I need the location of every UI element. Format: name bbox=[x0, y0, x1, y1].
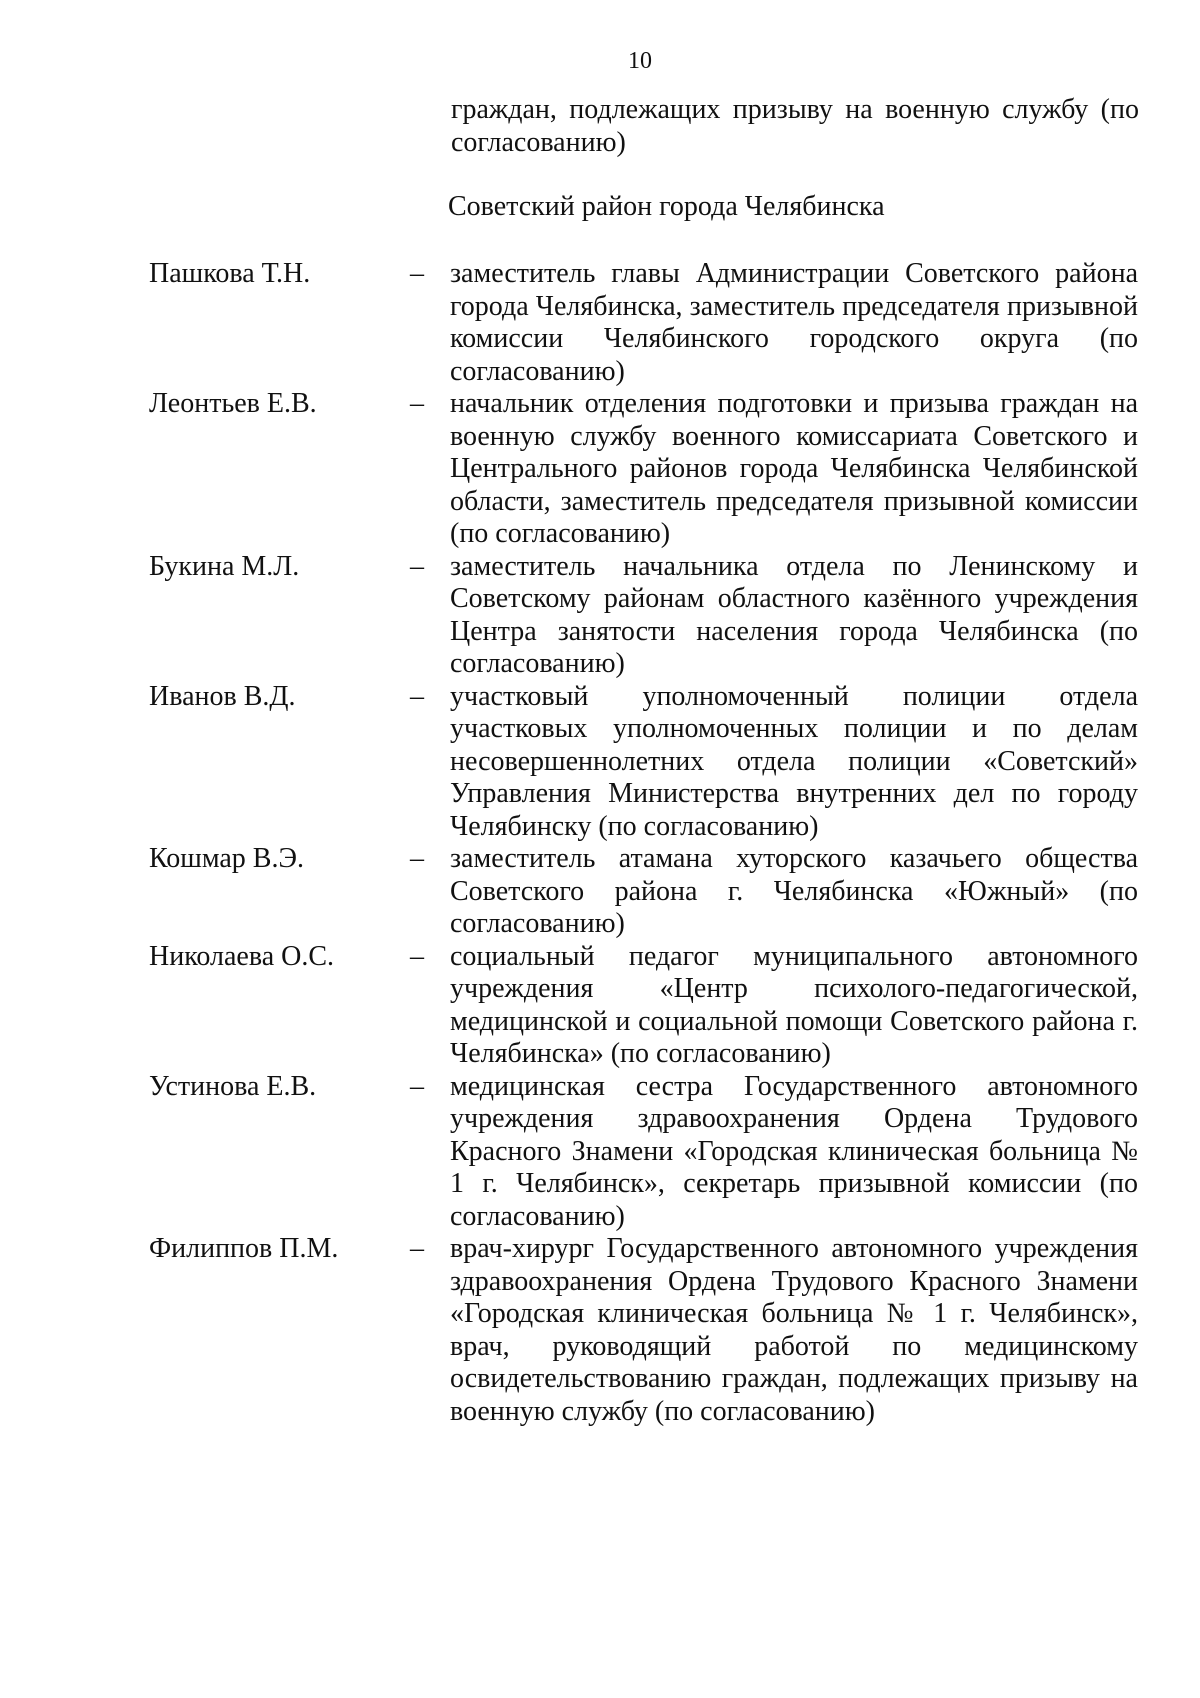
member-row bbox=[0, 551, 1200, 681]
member-description: врач-хирург Государственного автономного учреждения здравоохранения Ордена Трудового Красного Знамени «Городская клиническая больница № 1 г. Челябинск», врач, руководящий работой по медицинскому освидетельствованию граждан, подлежащих призыву на военную службу (по согласованию) bbox=[450, 1233, 1138, 1427]
member-description: заместитель начальника отдела по Ленинскому и Советскому районам областного казённого учреждения Центра занятости населения города Челябинска (по согласованию) bbox=[450, 550, 1138, 679]
section-title: Советский район города Челябинска bbox=[448, 191, 885, 222]
member-dash: – bbox=[410, 1233, 424, 1264]
member-description: заместитель атамана хуторского казачьего общества Советского района г. Челябинска «Южный» (по согласованию) bbox=[450, 843, 1138, 939]
member-name: Николаева О.С. bbox=[149, 940, 335, 972]
member-row bbox=[0, 258, 1200, 388]
member-description: начальник отделения подготовки и призыва граждан на военную службу военного комиссариата Советского и Центрального районов города Челябинска Челябинской области, заместитель председателя призывной комиссии (по согласованию) bbox=[450, 388, 1138, 549]
member-row bbox=[0, 1233, 1200, 1428]
member-dash: – bbox=[410, 680, 424, 712]
member-dash: – bbox=[410, 258, 424, 289]
member-dash: – bbox=[410, 1070, 424, 1102]
member-list bbox=[0, 258, 1200, 1428]
member-name: Иванов В.Д. bbox=[149, 680, 296, 712]
member-name: Леонтьев Е.В. bbox=[149, 388, 317, 419]
member-row bbox=[0, 941, 1200, 1071]
member-dash: – bbox=[410, 388, 424, 419]
member-description: социальный педагог муниципального автономного учреждения «Центр психолого-педагогической, медицинской и социальной помощи Советского района г. Челябинска» (по согласованию) bbox=[450, 940, 1138, 1069]
member-name: Кошмар В.Э. bbox=[149, 843, 304, 874]
member-dash: – bbox=[410, 940, 424, 972]
member-row bbox=[0, 843, 1200, 941]
member-name: Пашкова Т.Н. bbox=[149, 258, 311, 289]
member-row bbox=[0, 681, 1200, 844]
page-number: 10 bbox=[628, 48, 652, 74]
member-row bbox=[0, 1071, 1200, 1234]
member-dash: – bbox=[410, 550, 424, 582]
member-description: медицинская сестра Государственного автономного учреждения здравоохранения Ордена Трудового Красного Знамени «Городская клиническая больница № 1 г. Челябинск», секретарь призывной комиссии (по согласованию) bbox=[450, 1070, 1138, 1232]
member-name: Устинова Е.В. bbox=[149, 1070, 317, 1102]
member-dash: – bbox=[410, 843, 424, 874]
member-row bbox=[0, 388, 1200, 551]
member-name: Филиппов П.М. bbox=[149, 1233, 339, 1264]
member-description: заместитель главы Администрации Советского района города Челябинска, заместитель председателя призывной комиссии Челябинского городского округа (по согласованию) bbox=[450, 258, 1138, 387]
member-description: участковый уполномоченный полиции отдела участковых уполномоченных полиции и по делам несовершеннолетних отдела полиции «Советский» Управления Министерства внутренних дел по городу Челябинску (по согласованию) bbox=[450, 680, 1138, 842]
continuation-text: граждан, подлежащих призыву на военную службу (по согласованию) bbox=[451, 94, 1139, 158]
member-name: Букина М.Л. bbox=[149, 550, 300, 582]
